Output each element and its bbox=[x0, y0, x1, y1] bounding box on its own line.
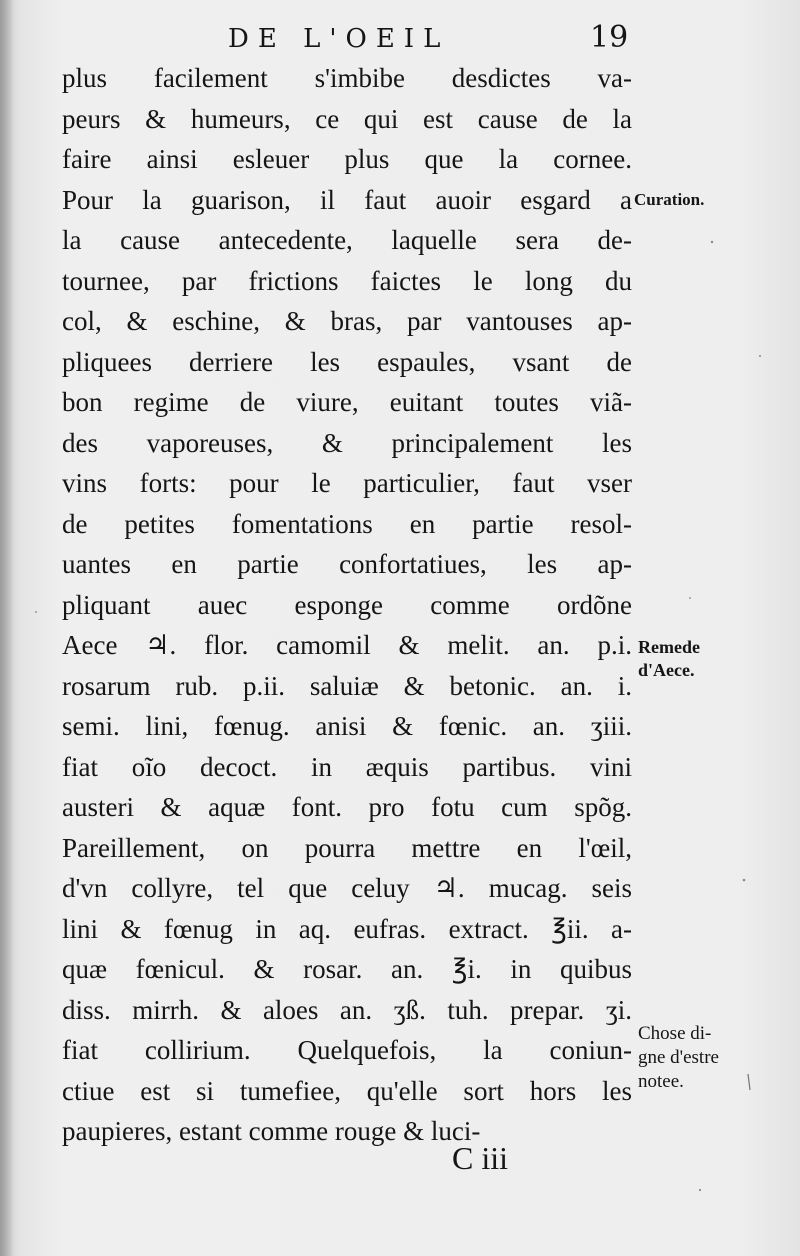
text-line: bon regime de viure, euitant toutes viã- bbox=[62, 387, 632, 417]
text-line: tournee, par frictions faictes le long du bbox=[62, 265, 632, 296]
text-line: fiat oĩo decoct. in æquis partibus. vini bbox=[62, 751, 632, 782]
text-line: austeri & aquæ font. pro fotu cum spõg. bbox=[62, 792, 632, 822]
page-number: 19 bbox=[590, 20, 629, 55]
margin-note-text: gne d'estre bbox=[638, 1047, 719, 1068]
text-line: plus facilement s'imbibe desdictes va- bbox=[62, 63, 632, 93]
margin-note-text: Curation. bbox=[634, 190, 705, 209]
text-line: peurs & humeurs, ce qui est cause de la bbox=[62, 103, 632, 134]
text-line: rosarum rub. p.ii. saluiæ & betonic. an. i. bbox=[62, 670, 632, 701]
text-line: de petites fomentations en partie resol- bbox=[62, 508, 632, 539]
text-line: paupieres, estant comme rouge & luci- bbox=[62, 1116, 481, 1146]
margin-note-text: notee. bbox=[638, 1071, 684, 1092]
margin-note-text: d'Aece. bbox=[638, 660, 695, 680]
text-line: col, & eschine, & bras, par vantouses ap- bbox=[62, 306, 632, 336]
text-line: pliquant auec esponge comme ordõne bbox=[62, 589, 632, 620]
text-line: quæ fœnicul. & rosar. an. ℥i. in quibus bbox=[62, 954, 632, 984]
running-head-title: DE L'OEIL bbox=[228, 24, 450, 54]
text-line: diss. mirrh. & aloes an. ʒß. tuh. prepar. ʒi. bbox=[62, 994, 632, 1025]
text-line: Pour la guarison, il faut auoir esgard a bbox=[62, 184, 632, 215]
text-line: lini & fœnug in aq. eufras. extract. ℥ii. a- bbox=[62, 913, 632, 944]
text-line: faire ainsi esleuer plus que la cornee. bbox=[62, 144, 632, 174]
text-line: Pareillement, on pourra mettre en l'œil, bbox=[62, 832, 632, 863]
text-line: semi. lini, fœnug. anisi & fœnic. an. ʒiii. bbox=[62, 711, 632, 741]
signature-mark: C iii bbox=[452, 1140, 509, 1176]
text-line: ctiue est si tumefiee, qu'elle sort hors les bbox=[62, 1075, 632, 1106]
text-line: fiat collirium. Quelquefois, la coniun- bbox=[62, 1035, 632, 1065]
margin-note-text: Chose di- bbox=[638, 1023, 712, 1044]
text-line: d'vn collyre, tel que celuy ♃. mucag. seis bbox=[62, 873, 632, 903]
text-line: uantes en partie confortatiues, les ap- bbox=[62, 549, 632, 579]
margin-note-text: Remede bbox=[638, 637, 700, 657]
text-line: pliquees derriere les espaules, vsant de bbox=[62, 346, 632, 377]
text-line: la cause antecedente, laquelle sera de- bbox=[62, 225, 632, 255]
text-line: vins forts: pour le particulier, faut vser bbox=[62, 468, 632, 498]
text-line: Aece ♃. flor. camomil & melit. an. p.i. bbox=[62, 630, 632, 660]
text-line: des vaporeuses, & principalement les bbox=[62, 427, 632, 458]
